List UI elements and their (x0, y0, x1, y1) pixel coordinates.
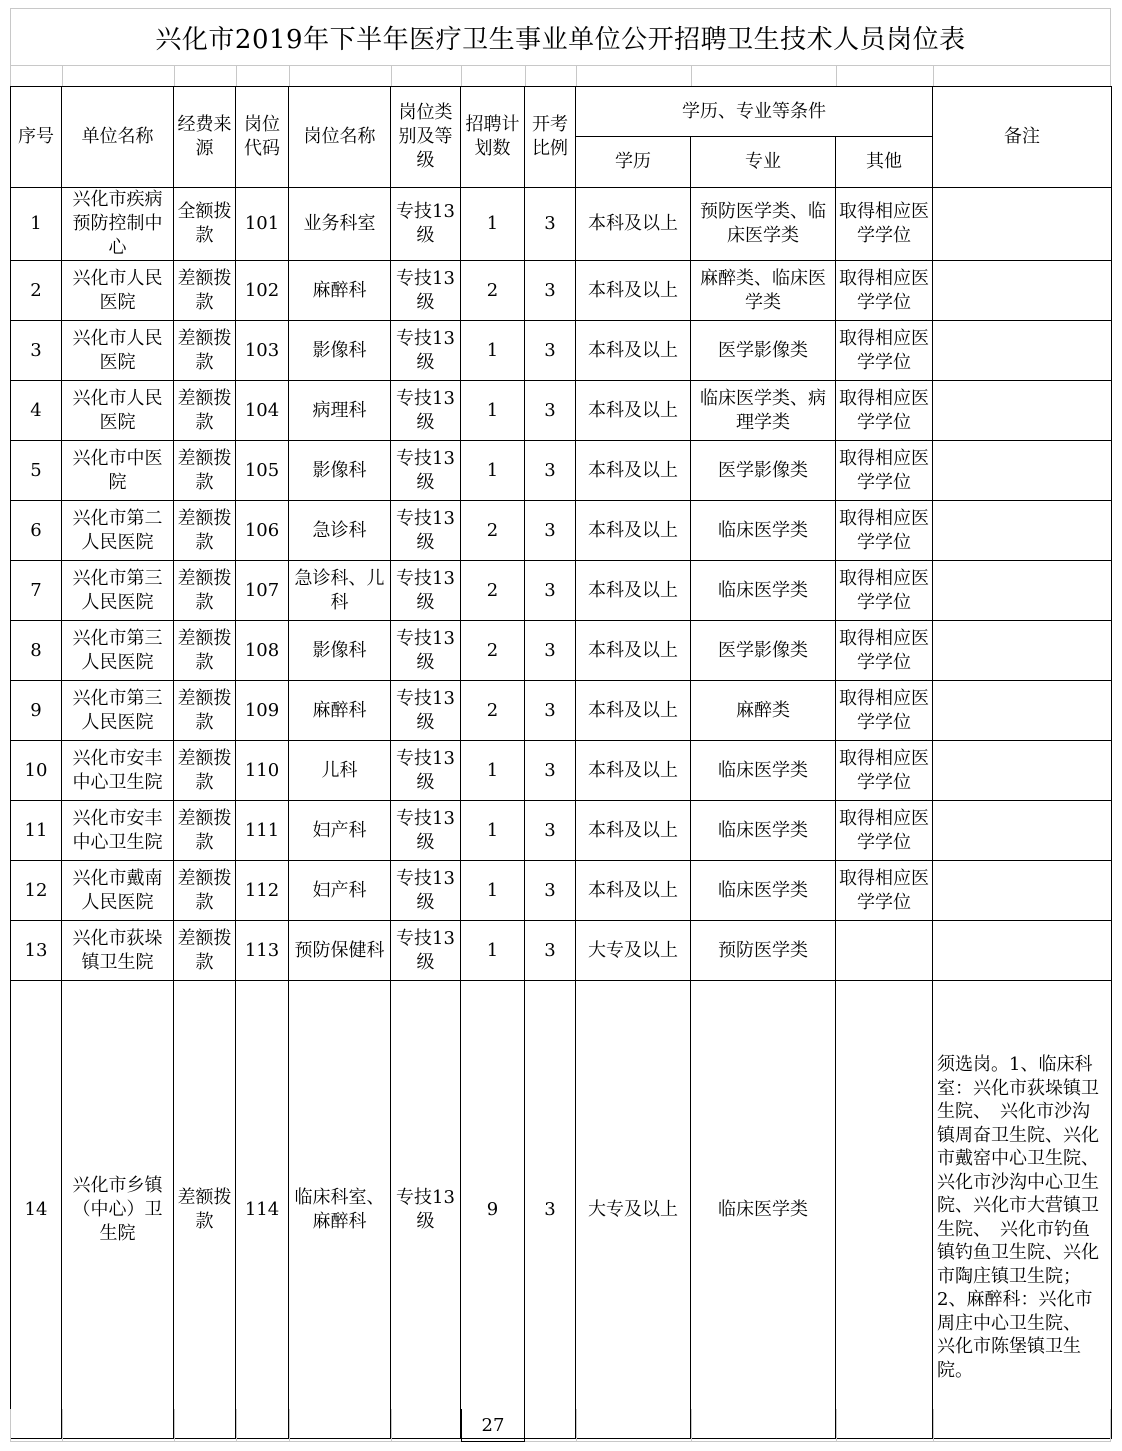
cell-category: 专技13级 (391, 681, 461, 741)
cell-unit: 兴化市戴南人民医院 (62, 861, 174, 921)
cell-category: 专技13级 (391, 188, 461, 261)
cell-category: 专技13级 (391, 741, 461, 801)
cell-funding: 差额拨款 (174, 501, 236, 561)
cell-category: 专技13级 (391, 261, 461, 321)
cell-other: 取得相应医学学位 (836, 321, 933, 381)
cell-plan: 1 (461, 801, 525, 861)
cell-major: 麻醉类、临床医学类 (691, 261, 836, 321)
cell-other: 取得相应医学学位 (836, 861, 933, 921)
cell-remarks (933, 261, 1112, 321)
cell-post: 预防保健科 (289, 921, 391, 981)
cell-seq: 2 (11, 261, 62, 321)
header-ratio: 开考比例 (525, 87, 576, 188)
table-row (11, 441, 1112, 501)
cell-funding: 差额拨款 (174, 801, 236, 861)
cell-code: 106 (236, 501, 289, 561)
cell-ratio: 3 (525, 441, 576, 501)
table-body (11, 188, 1112, 1439)
cell-seq: 11 (11, 801, 62, 861)
header-funding: 经费来源 (174, 87, 236, 188)
cell-education: 本科及以上 (576, 441, 691, 501)
header-remarks: 备注 (933, 87, 1112, 188)
cell-major: 临床医学类 (691, 501, 836, 561)
cell-major: 医学影像类 (691, 441, 836, 501)
cell-code: 101 (236, 188, 289, 261)
cell-seq: 3 (11, 321, 62, 381)
cell-education: 本科及以上 (576, 561, 691, 621)
table-row (11, 681, 1112, 741)
cell-unit: 兴化市人民医院 (62, 261, 174, 321)
cell-plan: 1 (461, 921, 525, 981)
cell-post: 儿科 (289, 741, 391, 801)
cell-plan: 2 (461, 561, 525, 621)
cell-code: 105 (236, 441, 289, 501)
cell-post: 麻醉科 (289, 261, 391, 321)
cell-major: 临床医学类 (691, 801, 836, 861)
cell-seq: 14 (11, 981, 62, 1439)
cell-category: 专技13级 (391, 921, 461, 981)
cell-post: 影像科 (289, 321, 391, 381)
cell-code: 109 (236, 681, 289, 741)
cell-education: 本科及以上 (576, 681, 691, 741)
cell-ratio: 3 (525, 921, 576, 981)
cell-plan: 9 (461, 981, 525, 1439)
cell-seq: 12 (11, 861, 62, 921)
cell-major: 临床医学类 (691, 981, 836, 1439)
cell-unit: 兴化市中医院 (62, 441, 174, 501)
cell-category: 专技13级 (391, 861, 461, 921)
cell-other: 取得相应医学学位 (836, 441, 933, 501)
cell-remarks (933, 621, 1112, 681)
table-row (11, 501, 1112, 561)
cell-other: 取得相应医学学位 (836, 801, 933, 861)
cell-other: 取得相应医学学位 (836, 741, 933, 801)
header-conditions: 学历、专业等条件 (576, 87, 933, 137)
cell-remarks (933, 681, 1112, 741)
cell-other: 取得相应医学学位 (836, 621, 933, 681)
cell-major: 麻醉类 (691, 681, 836, 741)
cell-remarks (933, 861, 1112, 921)
cell-education: 本科及以上 (576, 188, 691, 261)
cell-post: 急诊科、儿科 (289, 561, 391, 621)
table-row (11, 261, 1112, 321)
cell-plan: 2 (461, 681, 525, 741)
cell-category: 专技13级 (391, 381, 461, 441)
cell-seq: 8 (11, 621, 62, 681)
cell-post: 妇产科 (289, 801, 391, 861)
cell-unit: 兴化市第三人民医院 (62, 621, 174, 681)
cell-unit: 兴化市第三人民医院 (62, 681, 174, 741)
cell-funding: 差额拨款 (174, 621, 236, 681)
table-row (11, 381, 1112, 441)
cell-funding: 差额拨款 (174, 261, 236, 321)
cell-education: 本科及以上 (576, 501, 691, 561)
cell-major: 医学影像类 (691, 621, 836, 681)
cell-seq: 10 (11, 741, 62, 801)
cell-plan: 1 (461, 188, 525, 261)
cell-category: 专技13级 (391, 621, 461, 681)
cell-unit: 兴化市第二人民医院 (62, 501, 174, 561)
cell-funding: 差额拨款 (174, 561, 236, 621)
cell-unit: 兴化市第三人民医院 (62, 561, 174, 621)
footer-row (10, 1409, 1111, 1442)
cell-remarks (933, 921, 1112, 981)
header-other: 其他 (836, 137, 933, 188)
cell-major: 医学影像类 (691, 321, 836, 381)
table-row (11, 561, 1112, 621)
cell-code: 113 (236, 921, 289, 981)
cell-seq: 5 (11, 441, 62, 501)
cell-code: 111 (236, 801, 289, 861)
cell-major: 临床医学类、病理学类 (691, 381, 836, 441)
cell-funding: 全额拨款 (174, 188, 236, 261)
cell-unit: 兴化市安丰中心卫生院 (62, 801, 174, 861)
cell-education: 本科及以上 (576, 741, 691, 801)
cell-remarks (933, 321, 1112, 381)
cell-other: 取得相应医学学位 (836, 501, 933, 561)
cell-ratio: 3 (525, 321, 576, 381)
cell-code: 107 (236, 561, 289, 621)
cell-post: 业务科室 (289, 188, 391, 261)
cell-funding: 差额拨款 (174, 921, 236, 981)
cell-category: 专技13级 (391, 561, 461, 621)
spreadsheet-page (10, 8, 1111, 1442)
header-category: 岗位类别及等级 (391, 87, 461, 188)
cell-funding: 差额拨款 (174, 861, 236, 921)
cell-remarks (933, 441, 1112, 501)
page-title: 兴化市2019年下半年医疗卫生事业单位公开招聘卫生技术人员岗位表 (10, 8, 1111, 66)
cell-education: 本科及以上 (576, 861, 691, 921)
cell-ratio: 3 (525, 501, 576, 561)
cell-ratio: 3 (525, 621, 576, 681)
cell-funding: 差额拨款 (174, 681, 236, 741)
cell-ratio: 3 (525, 981, 576, 1439)
cell-ratio: 3 (525, 381, 576, 441)
cell-unit: 兴化市安丰中心卫生院 (62, 741, 174, 801)
header-education: 学历 (576, 137, 691, 188)
table-row (11, 621, 1112, 681)
cell-unit: 兴化市荻垛镇卫生院 (62, 921, 174, 981)
cell-remarks (933, 501, 1112, 561)
cell-funding: 差额拨款 (174, 321, 236, 381)
cell-plan: 1 (461, 741, 525, 801)
cell-remarks (933, 801, 1112, 861)
cell-major: 临床医学类 (691, 741, 836, 801)
table-row (11, 861, 1112, 921)
cell-post: 影像科 (289, 621, 391, 681)
page-number: 27 (461, 1409, 525, 1442)
cell-plan: 1 (461, 381, 525, 441)
cell-post: 影像科 (289, 441, 391, 501)
header-row (11, 87, 1112, 137)
cell-remarks (933, 561, 1112, 621)
cell-funding: 差额拨款 (174, 441, 236, 501)
cell-other: 取得相应医学学位 (836, 561, 933, 621)
cell-other: 取得相应医学学位 (836, 188, 933, 261)
cell-code: 103 (236, 321, 289, 381)
cell-code: 102 (236, 261, 289, 321)
cell-remarks: 须选岗。1、临床科室：兴化市荻垛镇卫生院、 兴化市沙沟镇周奋卫生院、兴化市戴窑中心卫生院、 兴化市沙沟中心卫生院、兴化市大营镇卫生院、 兴化市钓鱼镇钓鱼卫生院、兴化市陶庄镇卫生院；2、麻醉科：兴化市周庄中心卫生院、 兴化市陈堡镇卫生院。 (933, 981, 1112, 1439)
cell-remarks (933, 741, 1112, 801)
header-unit: 单位名称 (62, 87, 174, 188)
cell-seq: 6 (11, 501, 62, 561)
cell-unit: 兴化市人民医院 (62, 381, 174, 441)
cell-code: 110 (236, 741, 289, 801)
cell-post: 急诊科 (289, 501, 391, 561)
cell-category: 专技13级 (391, 321, 461, 381)
cell-ratio: 3 (525, 561, 576, 621)
cell-ratio: 3 (525, 741, 576, 801)
cell-code: 108 (236, 621, 289, 681)
cell-plan: 2 (461, 501, 525, 561)
table-row (11, 801, 1112, 861)
cell-plan: 1 (461, 321, 525, 381)
table-row (11, 741, 1112, 801)
cell-category: 专技13级 (391, 441, 461, 501)
cell-ratio: 3 (525, 681, 576, 741)
cell-education: 本科及以上 (576, 321, 691, 381)
cell-unit: 兴化市人民医院 (62, 321, 174, 381)
cell-major: 预防医学类、临床医学类 (691, 188, 836, 261)
cell-seq: 1 (11, 188, 62, 261)
cell-education: 本科及以上 (576, 381, 691, 441)
cell-code: 104 (236, 381, 289, 441)
cell-plan: 1 (461, 861, 525, 921)
table-row (11, 921, 1112, 981)
cell-remarks (933, 188, 1112, 261)
cell-other (836, 981, 933, 1439)
cell-other: 取得相应医学学位 (836, 261, 933, 321)
cell-funding: 差额拨款 (174, 741, 236, 801)
cell-major: 临床医学类 (691, 561, 836, 621)
cell-category: 专技13级 (391, 801, 461, 861)
cell-other: 取得相应医学学位 (836, 681, 933, 741)
header-post: 岗位名称 (289, 87, 391, 188)
cell-major: 预防医学类 (691, 921, 836, 981)
header-plan: 招聘计划数 (461, 87, 525, 188)
cell-seq: 9 (11, 681, 62, 741)
cell-seq: 13 (11, 921, 62, 981)
cell-education: 大专及以上 (576, 981, 691, 1439)
positions-table (10, 86, 1112, 1439)
cell-seq: 4 (11, 381, 62, 441)
cell-ratio: 3 (525, 801, 576, 861)
cell-post: 病理科 (289, 381, 391, 441)
cell-code: 112 (236, 861, 289, 921)
table-row (11, 321, 1112, 381)
cell-education: 大专及以上 (576, 921, 691, 981)
cell-plan: 2 (461, 621, 525, 681)
cell-ratio: 3 (525, 188, 576, 261)
header-code: 岗位代码 (236, 87, 289, 188)
table-row (11, 981, 1112, 1439)
cell-code: 114 (236, 981, 289, 1439)
cell-plan: 1 (461, 441, 525, 501)
cell-funding: 差额拨款 (174, 381, 236, 441)
cell-unit: 兴化市乡镇（中心）卫生院 (62, 981, 174, 1439)
cell-category: 专技13级 (391, 981, 461, 1439)
cell-plan: 2 (461, 261, 525, 321)
cell-ratio: 3 (525, 861, 576, 921)
header-seq: 序号 (11, 87, 62, 188)
cell-funding: 差额拨款 (174, 981, 236, 1439)
cell-education: 本科及以上 (576, 621, 691, 681)
cell-education: 本科及以上 (576, 801, 691, 861)
cell-other (836, 921, 933, 981)
cell-post: 临床科室、麻醉科 (289, 981, 391, 1439)
cell-category: 专技13级 (391, 501, 461, 561)
cell-remarks (933, 381, 1112, 441)
cell-major: 临床医学类 (691, 861, 836, 921)
table-row (11, 188, 1112, 261)
spacer-row (10, 66, 1111, 86)
cell-unit: 兴化市疾病预防控制中心 (62, 188, 174, 261)
cell-ratio: 3 (525, 261, 576, 321)
cell-other: 取得相应医学学位 (836, 381, 933, 441)
cell-post: 妇产科 (289, 861, 391, 921)
cell-post: 麻醉科 (289, 681, 391, 741)
cell-seq: 7 (11, 561, 62, 621)
header-major: 专业 (691, 137, 836, 188)
cell-education: 本科及以上 (576, 261, 691, 321)
